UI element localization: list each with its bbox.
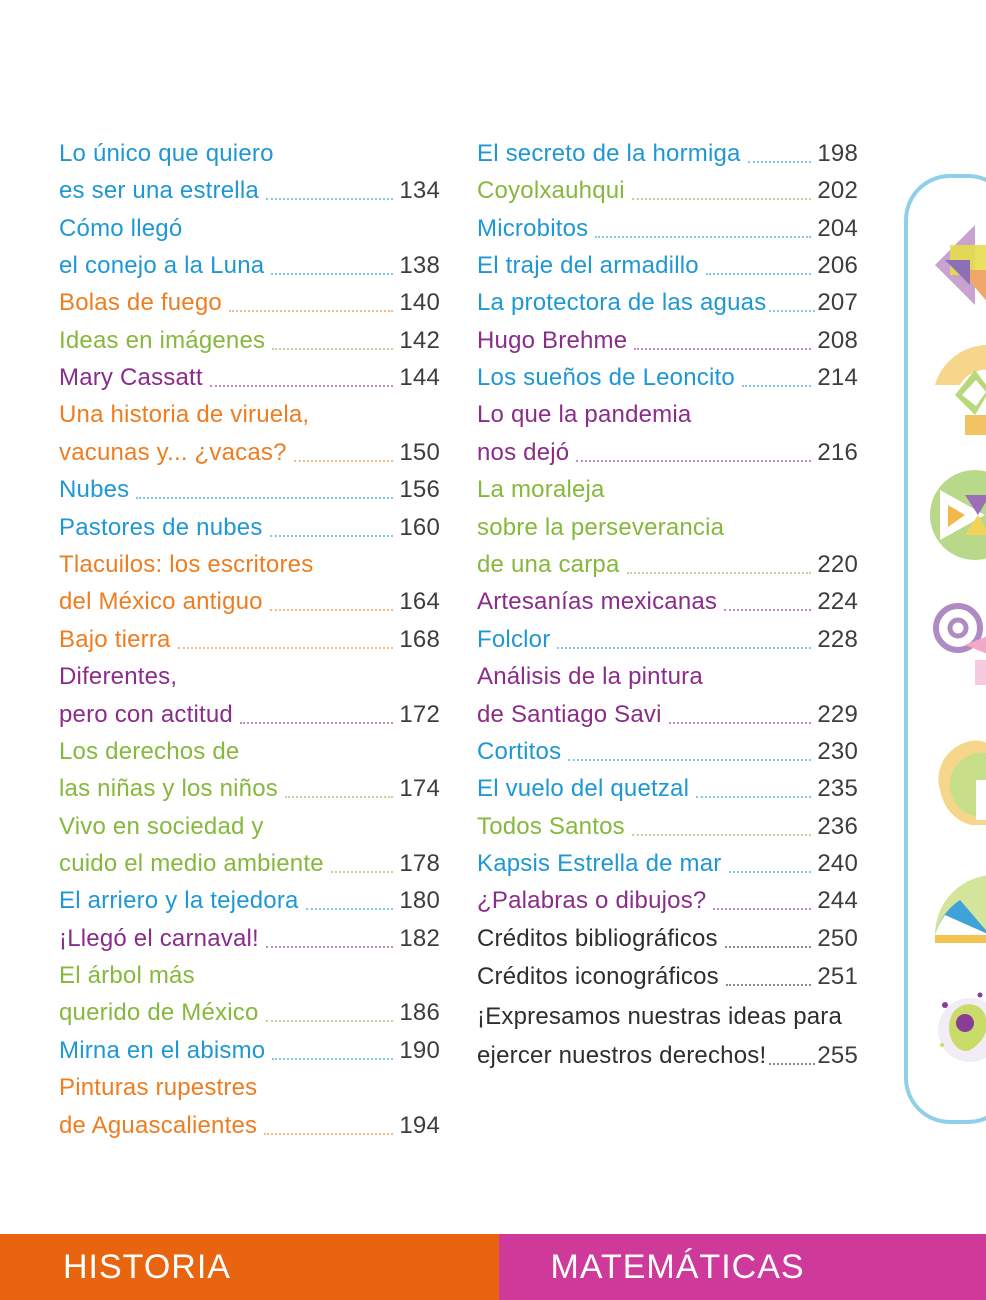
toc-entry[interactable] — [59, 438, 440, 468]
toc-entry[interactable] — [59, 139, 440, 169]
toc-entry-title: Análisis de la pintura — [477, 663, 703, 690]
toc-page-number: 164 — [399, 588, 440, 615]
toc-entry[interactable] — [59, 288, 440, 318]
toc-leader-dots — [729, 870, 812, 873]
toc-entry-title: Diferentes, — [59, 663, 178, 690]
toc-entry[interactable] — [477, 625, 858, 655]
toc-leader-dots — [713, 907, 811, 910]
toc-entry[interactable] — [477, 662, 858, 692]
toc-entry-title: las niñas y los niños — [59, 775, 278, 802]
toc-page-number: 182 — [399, 925, 440, 952]
toc-leader-dots — [632, 833, 812, 836]
toc-entry[interactable] — [477, 962, 858, 992]
toc-entry[interactable] — [477, 886, 858, 916]
toc-leader-dots — [669, 721, 812, 724]
toc-leader-dots — [748, 160, 812, 163]
toc-entry-title: vacunas y... ¿vacas? — [59, 439, 287, 466]
toc-entry[interactable] — [477, 251, 858, 281]
toc-page-number: 204 — [817, 215, 858, 242]
toc-leader-dots — [576, 459, 811, 462]
toc-entry[interactable] — [477, 1002, 858, 1032]
toc-page-number: 236 — [817, 813, 858, 840]
toc-page-number: 228 — [817, 626, 858, 653]
toc-entry[interactable] — [59, 662, 440, 692]
matematicas-section-label: MATEMÁTICAS — [499, 1234, 986, 1300]
toc-entry-title: Los derechos de — [59, 738, 240, 765]
toc-leader-dots — [272, 347, 393, 350]
toc-leader-dots — [270, 608, 394, 611]
toc-entry-title: Pinturas rupestres — [59, 1074, 258, 1101]
toc-entry-title: es ser una estrella — [59, 177, 259, 204]
toc-entry-title: Ideas en imágenes — [59, 327, 266, 354]
toc-entry-title: Mary Cassatt — [59, 364, 203, 391]
toc-entry-title: ¿Palabras o dibujos? — [477, 887, 707, 914]
toc-entry-title: cuido el medio ambiente — [59, 850, 324, 877]
toc-page-number: 186 — [399, 999, 440, 1026]
toc-entry-title: querido de México — [59, 999, 259, 1026]
toc-page-number: 206 — [817, 252, 858, 279]
toc-page-number: 251 — [817, 963, 858, 990]
toc-leader-dots — [210, 384, 394, 387]
toc-entry[interactable] — [59, 326, 440, 356]
toc-leader-dots — [557, 646, 811, 649]
toc-leader-dots — [266, 1019, 394, 1022]
toc-leader-dots — [595, 235, 811, 238]
toc-page-number: 190 — [399, 1037, 440, 1064]
toc-page-number: 216 — [817, 439, 858, 466]
toc-entry-title: ¡Llegó el carnaval! — [59, 925, 259, 952]
toc-entry[interactable] — [59, 812, 440, 842]
toc-entry[interactable] — [59, 998, 440, 1028]
toc-entry-title: Cómo llegó — [59, 215, 183, 242]
geometry-icon — [930, 215, 986, 315]
toc-entry[interactable] — [59, 961, 440, 991]
toc-entry[interactable] — [477, 700, 858, 730]
fan-icon — [930, 860, 986, 960]
toc-page-number: 180 — [399, 887, 440, 914]
toc-entry[interactable] — [59, 513, 440, 543]
toc-entry-title: Coyolxauhqui — [477, 177, 625, 204]
toc-entry-title: Mirna en el abismo — [59, 1037, 266, 1064]
footer-bar — [0, 1234, 986, 1300]
toc-leader-dots — [266, 197, 393, 200]
toc-page-number: 168 — [399, 626, 440, 653]
toc-entry-title: Artesanías mexicanas — [477, 588, 718, 615]
toc-entry[interactable] — [59, 587, 440, 617]
toc-entry[interactable] — [477, 812, 858, 842]
toc-entry-title: El secreto de la hormiga — [477, 140, 741, 167]
toc-entry-title: de Aguascalientes — [59, 1112, 258, 1139]
toc-entry-title: El vuelo del quetzal — [477, 775, 690, 802]
historia-section-label: HISTORIA — [0, 1234, 499, 1300]
toc-leader-dots — [272, 1057, 393, 1060]
toc-entry-title: Lo único que quiero — [59, 140, 274, 167]
toc-entry-title: nos dejó — [477, 439, 570, 466]
toc-page-number: 224 — [817, 588, 858, 615]
toc-entry[interactable] — [477, 475, 858, 505]
toc-leader-dots — [568, 758, 811, 761]
toc-entry[interactable] — [477, 438, 858, 468]
toc-page-number: 144 — [399, 364, 440, 391]
toc-page-number: 207 — [817, 289, 858, 316]
toc-leader-dots — [331, 870, 394, 873]
toc-entry-title: Todos Santos — [477, 813, 625, 840]
toc-entry-title: Bolas de fuego — [59, 289, 222, 316]
toc-leader-dots — [136, 496, 393, 499]
toc-entry[interactable] — [59, 774, 440, 804]
toc-page-number: 156 — [399, 476, 440, 503]
toc-leader-dots — [742, 384, 811, 387]
toc-leader-dots — [229, 309, 393, 312]
toc-leader-dots — [769, 309, 815, 312]
toc-page-number: 220 — [817, 551, 858, 578]
toc-leader-dots — [634, 347, 811, 350]
toc-entry-title: Hugo Brehme — [477, 327, 628, 354]
toc-entry-title: ¡Expresamos nuestras ideas para — [477, 1003, 843, 1030]
toc-entry[interactable] — [59, 849, 440, 879]
toc-page-number: 250 — [817, 925, 858, 952]
toc-entry-title: El árbol más — [59, 962, 195, 989]
toc-entry-title: Nubes — [59, 476, 130, 503]
toc-entry[interactable] — [477, 774, 858, 804]
toc-entry-title: Kapsis Estrella de mar — [477, 850, 722, 877]
toc-leader-dots — [632, 197, 812, 200]
toc-leader-dots — [271, 272, 393, 275]
toc-entry-title: Una historia de viruela, — [59, 401, 310, 428]
toc-entry[interactable] — [477, 587, 858, 617]
toc-page-number: 138 — [399, 252, 440, 279]
toc-entry[interactable] — [477, 139, 858, 169]
toc-entry[interactable] — [59, 1073, 440, 1103]
toc-entry[interactable] — [59, 1111, 440, 1141]
toc-entry[interactable] — [477, 288, 858, 318]
toc-page-number: 150 — [399, 439, 440, 466]
toc-entry-title: La protectora de las aguas — [477, 289, 767, 316]
toc-leader-dots — [294, 459, 394, 462]
toc-entry[interactable] — [477, 214, 858, 244]
toc-entry-title: de Santiago Savi — [477, 701, 662, 728]
leaf-icon — [930, 725, 986, 825]
toc-page-number: 229 — [817, 701, 858, 728]
paint-splash-icon — [930, 975, 986, 1075]
toc-entry-title: del México antiguo — [59, 588, 263, 615]
toc-entry[interactable] — [59, 924, 440, 954]
toc-leader-dots — [769, 1062, 815, 1065]
toc-entry[interactable] — [477, 400, 858, 430]
toc-entry-title: Vivo en sociedad y — [59, 813, 264, 840]
toc-page-number: 235 — [817, 775, 858, 802]
shapes-icon — [930, 340, 986, 440]
toc-entry-title: el conejo a la Luna — [59, 252, 265, 279]
toc-entry-title: Los sueños de Leoncito — [477, 364, 735, 391]
toc-entry-title: Microbitos — [477, 215, 589, 242]
toc-entry[interactable] — [59, 737, 440, 767]
toc-entry[interactable] — [477, 849, 858, 879]
toc-entry-title: Bajo tierra — [59, 626, 171, 653]
toc-entry-title: Créditos bibliográficos — [477, 925, 718, 952]
toc-entry-title: sobre la perseverancia — [477, 514, 725, 541]
toc-leader-dots — [178, 646, 394, 649]
toc-entry-title: ejercer nuestros derechos! — [477, 1042, 767, 1069]
toc-entry-title: Lo que la pandemia — [477, 401, 692, 428]
tangram-icon — [930, 465, 986, 565]
toc-entry[interactable] — [59, 700, 440, 730]
toc-entry[interactable] — [59, 400, 440, 430]
toc-entry[interactable] — [477, 550, 858, 580]
toc-leader-dots — [724, 608, 811, 611]
toc-leader-dots — [266, 945, 393, 948]
toc-leader-dots — [627, 571, 812, 574]
toc-entry[interactable] — [477, 176, 858, 206]
toc-entry-title: Folclor — [477, 626, 551, 653]
spiral-icon — [930, 590, 986, 690]
toc-entry-title: La moraleja — [477, 476, 605, 503]
toc-page-number: 140 — [399, 289, 440, 316]
toc-entry[interactable] — [59, 363, 440, 393]
toc-entry-title: El traje del armadillo — [477, 252, 699, 279]
toc-page-number: 142 — [399, 327, 440, 354]
toc-entry-title: pero con actitud — [59, 701, 233, 728]
toc-entry[interactable] — [477, 924, 858, 954]
toc-entry[interactable] — [477, 1041, 858, 1071]
toc-entry[interactable] — [59, 475, 440, 505]
toc-entry-title: Cortitos — [477, 738, 562, 765]
toc-entry[interactable] — [477, 513, 858, 543]
toc-entry-title: Créditos iconográficos — [477, 963, 719, 990]
toc-page-number: 208 — [817, 327, 858, 354]
toc-leader-dots — [706, 272, 812, 275]
toc-entry[interactable] — [59, 550, 440, 580]
toc-leader-dots — [264, 1132, 393, 1135]
toc-leader-dots — [725, 945, 812, 948]
toc-leader-dots — [726, 983, 811, 986]
toc-page-number: 230 — [817, 738, 858, 765]
toc-page-number: 194 — [399, 1112, 440, 1139]
toc-page-number: 134 — [399, 177, 440, 204]
toc-entry[interactable] — [477, 363, 858, 393]
toc-entry-title: El arriero y la tejedora — [59, 887, 299, 914]
toc-page-number: 244 — [817, 887, 858, 914]
toc-page-number: 255 — [817, 1042, 858, 1069]
toc-page-number: 178 — [399, 850, 440, 877]
toc-leader-dots — [270, 534, 394, 537]
toc-leader-dots — [306, 907, 394, 910]
toc-page-number: 202 — [817, 177, 858, 204]
toc-entry[interactable] — [59, 1036, 440, 1066]
toc-entry[interactable] — [59, 214, 440, 244]
toc-entry-title: Pastores de nubes — [59, 514, 263, 541]
toc-entry[interactable] — [59, 625, 440, 655]
toc-entry[interactable] — [477, 326, 858, 356]
toc-page-number: 214 — [817, 364, 858, 391]
toc-entry[interactable] — [477, 737, 858, 767]
toc-page-number: 160 — [399, 514, 440, 541]
toc-page-number: 240 — [817, 850, 858, 877]
toc-entry[interactable] — [59, 886, 440, 916]
toc-entry[interactable] — [59, 251, 440, 281]
toc-leader-dots — [240, 721, 393, 724]
toc-entry-title: de una carpa — [477, 551, 620, 578]
toc-page-number: 172 — [399, 701, 440, 728]
toc-page-number: 198 — [817, 140, 858, 167]
toc-leader-dots — [285, 795, 393, 798]
toc-entry-title: Tlacuilos: los escritores — [59, 551, 314, 578]
toc-entry[interactable] — [59, 176, 440, 206]
toc-page-number: 174 — [399, 775, 440, 802]
toc-leader-dots — [696, 795, 811, 798]
